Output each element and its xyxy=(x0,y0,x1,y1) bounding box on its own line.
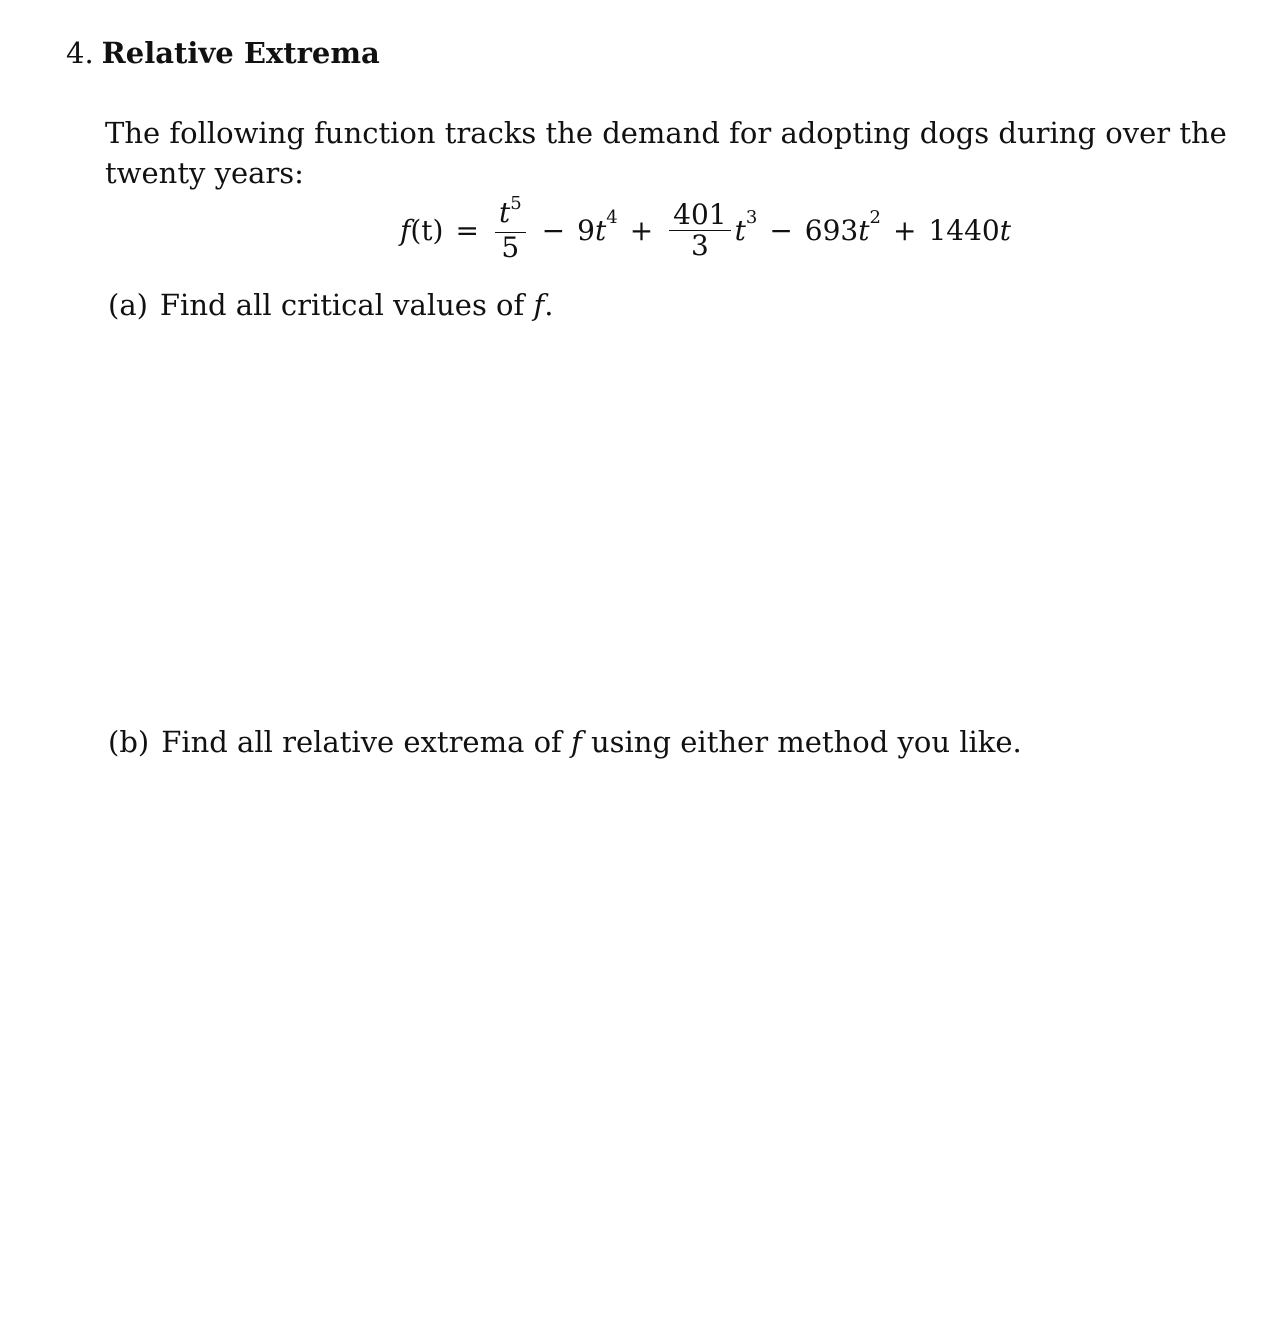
eq-term4-exp: 2 xyxy=(869,206,881,228)
eq-fraction-1-numerator xyxy=(495,192,526,233)
problem-intro: The following function tracks the demand for adopting dogs during over the twenty years: xyxy=(105,116,1227,190)
eq-term1-exp: 5 xyxy=(510,192,522,214)
eq-term2-coef: 9 xyxy=(577,213,595,247)
part-b xyxy=(108,722,1022,762)
part-b-var: f xyxy=(571,725,582,759)
eq-term4-var: t xyxy=(858,213,870,247)
problem-number: 4. xyxy=(66,36,94,70)
eq-term1-base: t xyxy=(498,195,511,229)
eq-equals: = xyxy=(455,213,479,247)
problem-heading xyxy=(66,34,380,72)
part-b-text-before: Find all relative extrema of xyxy=(161,725,562,759)
part-a-text: Find all critical values of xyxy=(159,288,525,322)
eq-term3-var: t xyxy=(734,213,746,247)
eq-op-3: − xyxy=(769,213,793,247)
part-b-text-after: using either method you like. xyxy=(590,725,1022,759)
part-a-end: . xyxy=(544,288,554,322)
eq-term5-coef: 1440 xyxy=(928,213,1000,247)
eq-fraction-2-denominator: 3 xyxy=(690,228,709,262)
part-b-label: (b) xyxy=(108,725,150,759)
eq-term3-exp: 3 xyxy=(745,206,758,228)
problem-title: Relative Extrema xyxy=(101,36,380,70)
eq-op-1: − xyxy=(541,213,566,247)
part-a-var: f xyxy=(533,288,545,322)
eq-fraction-1-denominator: 5 xyxy=(501,230,520,264)
eq-fraction-2-numerator: 401 xyxy=(669,200,730,231)
eq-term2-exp: 4 xyxy=(606,206,618,228)
function-equation xyxy=(400,190,1011,270)
eq-fraction-2 xyxy=(669,197,730,262)
eq-lhs-func: f xyxy=(400,213,411,247)
eq-term5-var: t xyxy=(999,213,1011,247)
part-a-label: (a) xyxy=(108,288,148,322)
eq-term4-coef: 693 xyxy=(804,213,859,247)
eq-lhs-arg: (t) xyxy=(410,213,444,247)
eq-fraction-1 xyxy=(495,192,526,264)
eq-op-2: + xyxy=(629,213,654,247)
eq-term2-var: t xyxy=(594,213,607,247)
eq-op-4: + xyxy=(892,213,917,247)
part-a xyxy=(108,285,553,325)
